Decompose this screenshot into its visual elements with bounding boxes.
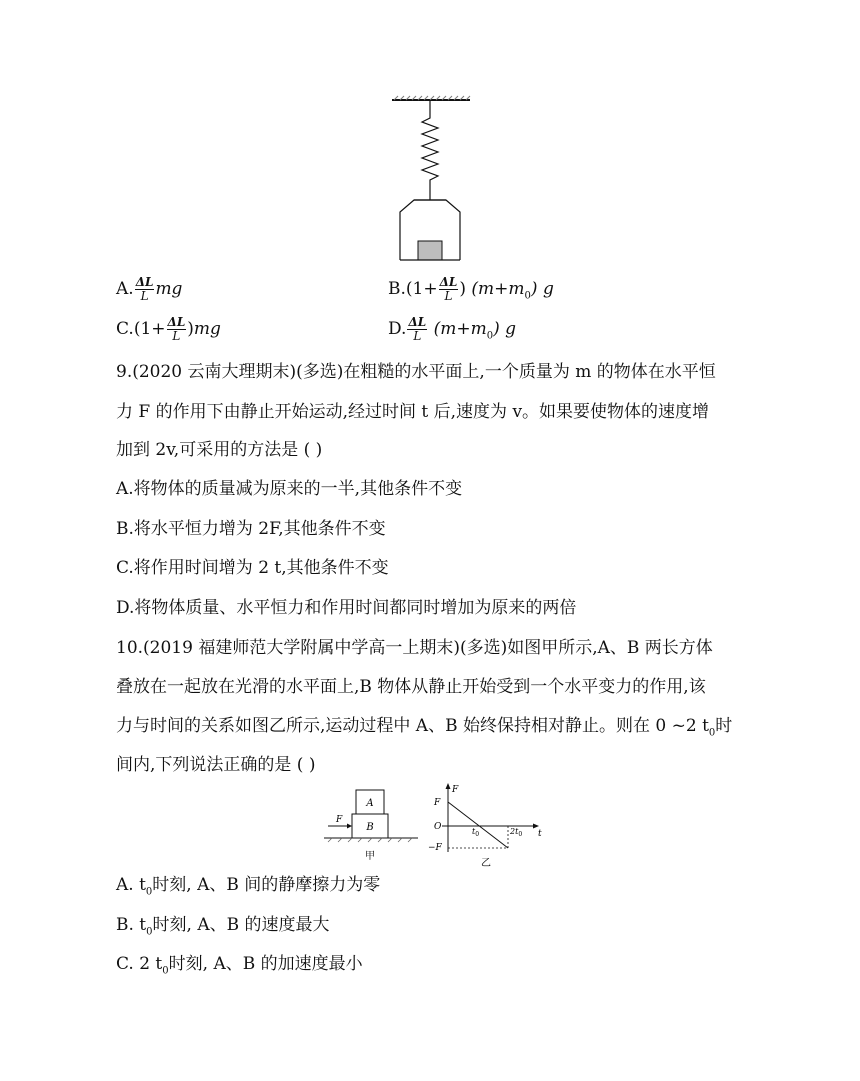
q10-option-c: C. 2 $t_0$时刻, A、B 的加速度最小 [116,954,363,977]
q8-option-a: A. $\frac{\Delta L}{L}$ mg [116,275,183,303]
block-a-label: A [366,798,374,809]
figure-yi [424,780,550,870]
t-axis-label: t [538,829,542,839]
q9-stem-line-1: 9.(2020 云南大理期末)(多选)在粗糙的水平面上,一个质量为 m 的物体在水平恒 [116,362,716,382]
block-b-label: B [366,822,374,833]
tick-t0: $t_0$ [472,827,480,838]
q10-option-b: B. $t_0$时刻, A、B 的速度最大 [116,915,330,938]
force-label: F [336,815,343,825]
q8-option-b: B.(1+ $\frac{\Delta L}{L}$ ) $(m+m_0)$ g [388,275,554,303]
inner-block [418,241,442,260]
q10-option-a: A. $t_0$时刻, A、B 间的静摩擦力为零 [116,875,381,898]
q9-option-b: B.将水平恒力增为 2F,其他条件不变 [116,519,386,539]
q8-option-c: C.(1+ $\frac{\Delta L}{L}$ )mg [116,315,221,343]
f-axis-label: F [452,785,459,795]
q10-stem-line-1: 10.(2019 福建师范大学附属中学高一上期末)(多选)如图甲所示,A、B 两长方体 [116,638,713,658]
q10-stem-line-3: 力与时间的关系如图乙所示,运动过程中 A、B 始终保持相对静止。则在 0 ~2 $t_0$时 [116,716,733,739]
q8-option-d: D. $\frac{\Delta L}{L}$ $(m+m_0)$ g [388,315,517,343]
q9-stem-line-2: 力 F 的作用下由静止开始运动,经过时间 t 后,速度为 v。如果要使物体的速度增 [116,402,710,422]
q9-option-d: D.将物体质量、水平恒力和作用时间都同时增加为原来的两倍 [116,598,577,618]
q9-option-a: A.将物体的质量减为原来的一半,其他条件不变 [116,479,463,499]
tick-f-positive: F [434,798,441,808]
figure-jia-caption: 甲 [365,851,375,862]
figure-jia [322,786,422,862]
q9-stem-line-3: 加到 2v,可采用的方法是 ( ) [116,440,323,460]
force-line [448,802,508,848]
spring-box-figure [380,92,480,267]
q9-option-c: C.将作用时间增为 2 t,其他条件不变 [116,558,389,578]
q10-stem-line-2: 叠放在一起放在光滑的水平面上,B 物体从静止开始受到一个水平变力的作用,该 [116,677,706,697]
q10-stem-line-4: 间内,下列说法正确的是 ( ) [116,755,316,775]
tick-f-negative: −F [428,843,442,853]
ceiling [392,96,470,100]
spring [422,100,438,190]
tick-origin: O [434,822,442,832]
figure-yi-caption: 乙 [481,858,491,869]
tick-2t0: $2t_0$ [510,827,523,838]
